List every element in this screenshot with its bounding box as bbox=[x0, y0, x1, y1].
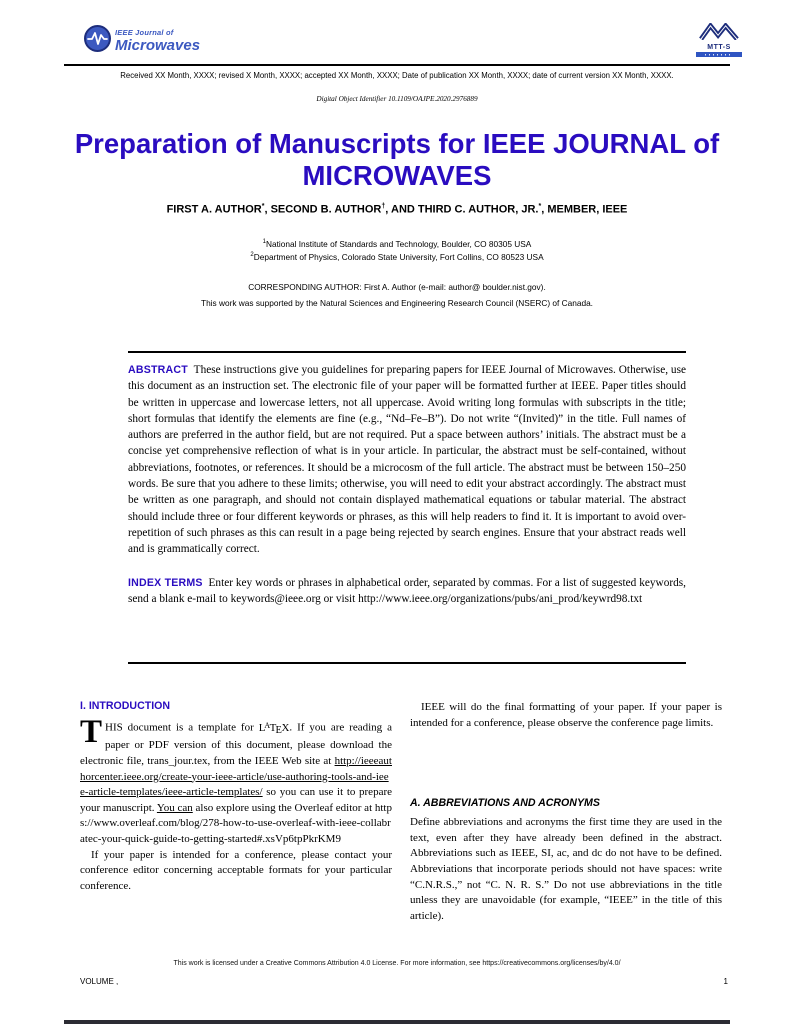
affiliation-2 bbox=[0, 250, 794, 263]
right-paragraph-1: IEEE will do the final formatting of your paper. If your paper is intended for a conference, please observe the conference page limits. bbox=[410, 701, 722, 729]
right-column bbox=[410, 700, 722, 924]
license-line: This work is licensed under a Creative Commons Attribution 4.0 License. For more information, see https://creativecommons.org/licenses/by/4.0/ bbox=[173, 960, 621, 967]
society-logo-name: MTT-S bbox=[707, 44, 731, 51]
overleaf-link-lead[interactable]: You can bbox=[156, 801, 193, 814]
index-terms-label: INDEX TERMS bbox=[128, 576, 203, 589]
author-2: SECOND B. AUTHOR bbox=[270, 203, 382, 216]
funding-note: This work was supported by the Natural Sciences and Engineering Research Council (NSERC) of Canada. bbox=[201, 298, 593, 308]
abstract-block bbox=[128, 362, 686, 607]
journal-logo bbox=[84, 25, 200, 57]
footer-volume: VOLUME , bbox=[80, 977, 119, 986]
intro-paragraph bbox=[80, 714, 392, 848]
paper-title: Preparation of Manuscripts for IEEE JOURNAL of MICROWAVES bbox=[74, 128, 720, 191]
society-logo bbox=[696, 23, 742, 57]
mtts-m-icon bbox=[698, 27, 740, 44]
next-page-edge-rule bbox=[64, 1020, 730, 1024]
template-download-link[interactable]: http://ieeeauthorcenter.ieee.org/create-your-ieee-article/use-authoring-tools-and-ieee-article-templates/ieee-article-templates/ bbox=[80, 754, 392, 799]
footer-page-number: 1 bbox=[723, 977, 728, 986]
overleaf-link[interactable]: https://www.overleaf.com/blog/278-how-to-use-overleaf-with-ieee-collabratec-your-quick-guide-to-getting-started#.xsVp6tpPkrKM9 bbox=[80, 801, 392, 845]
intro-text: also explore using the Overleaf editor at bbox=[192, 801, 375, 814]
author-3: THIRD C. AUTHOR, JR. bbox=[417, 203, 539, 216]
author-tail: , MEMBER, IEEE bbox=[541, 203, 628, 216]
abstract-label: ABSTRACT bbox=[128, 364, 188, 376]
author-1: FIRST A. AUTHOR bbox=[166, 203, 262, 216]
author-2-marker: † bbox=[381, 203, 386, 210]
affiliation-2-marker: 2 bbox=[250, 251, 254, 258]
doi-line: Digital Object Identifier 10.1109/OAJPE.2020.2976889 bbox=[316, 95, 478, 103]
affiliation-2-text: Department of Physics, Colorado State University, Fort Collins, CO 80523 USA bbox=[253, 251, 544, 262]
section-heading-introduction: I. INTRODUCTION bbox=[80, 700, 171, 712]
abstract-rule-bottom bbox=[128, 662, 686, 664]
body-columns bbox=[80, 700, 722, 924]
intro-paragraph-2: If your paper is intended for a conference, please contact your conference editor concerning acceptable formats for your particular conference. bbox=[80, 848, 392, 892]
corresponding-author: CORRESPONDING AUTHOR: First A. Author (e-mail: author@ boulder.nist.gov). bbox=[248, 282, 546, 292]
abstract-paragraph bbox=[128, 362, 686, 558]
author-separator: , bbox=[264, 203, 271, 216]
abstract-text: These instructions give you guidelines for preparing papers for IEEE Journal of Microwaves. Otherwise, use this document as an instruction set. The electronic file of your paper will be formatted further at IEEE. Paper titles should be written in uppercase and lowercase letters, not all uppercase. Avoid writing long formulas with subscripts in the title; short formulas that identify the elements are fine (e.g., “Nd–Fe–B”). Do not write “(Invited)” in the title. Full names of authors are preferred in the author field, but are not required. Put a space between authors’ initials. The abstract must be a concise yet comprehensive reflection of what is in your article. In particular, the abstract must be self-contained, without abbreviations, footnotes, or references. It should be a microcosm of the full article. The abstract must be between 150–250 words. Be sure that you adhere to these limits; otherwise, you will need to edit your abstract accordingly. The abstract must be written as one paragraph, and should not contain displayed mathematical equations or tabular material. The abstract should include three or four different keywords or phrases, as this will help readers to find it. It is important to avoid over-repetition of such phrases as this can result in a page being rejected by search engines. Ensure that your abstract reads well and is grammatically correct. bbox=[128, 364, 686, 556]
affiliation-1-text: National Institute of Standards and Technology, Boulder, CO 80305 USA bbox=[265, 238, 532, 249]
author-line bbox=[127, 199, 667, 218]
author-3-marker: * bbox=[538, 203, 542, 210]
header-rule bbox=[64, 64, 730, 66]
received-dates: Received XX Month, XXXX; revised X Month, XXXX; accepted XX Month, XXXX; Date of publication XX Month, XXXX; date of current version XX Month, XXXX. bbox=[120, 71, 674, 80]
abstract-rule-top bbox=[128, 351, 686, 353]
intro-text: so you can use it to prepare your manuscript. bbox=[80, 786, 392, 814]
index-terms-text: Enter key words or phrases in alphabetical order, separated by commas. For a list of suggested keywords, send a blank e-mail to keywords@ieee.org or visit http://www.ieee.org/organizations/pubs/ani_prod/keywrd98.txt bbox=[128, 576, 686, 605]
waveform-circle-icon bbox=[84, 25, 111, 57]
affiliation-1 bbox=[0, 237, 794, 250]
journal-logo-line2: Microwaves bbox=[115, 36, 201, 54]
subsection-heading-abbreviations: A. ABBREVIATIONS AND ACRONYMS bbox=[410, 797, 600, 810]
author-1-marker: * bbox=[261, 203, 265, 210]
author-separator: , AND bbox=[385, 203, 418, 216]
society-logo-banner bbox=[696, 52, 742, 57]
drop-cap: T bbox=[80, 714, 103, 750]
affiliation-1-marker: 1 bbox=[262, 239, 266, 245]
intro-text: . If you are reading a paper or PDF version of this document, please download the electronic file, trans_jour.tex, from the IEEE Web site at bbox=[80, 721, 392, 767]
affiliations bbox=[0, 237, 794, 263]
journal-logo-line1: IEEE Journal of bbox=[115, 28, 174, 38]
left-column bbox=[80, 700, 392, 924]
latex-logo: $L^ATEX$ bbox=[258, 721, 290, 736]
index-terms-paragraph bbox=[128, 575, 686, 608]
intro-text: HIS document is a template for bbox=[105, 721, 259, 734]
right-paragraph-2: Define abbreviations and acronyms the first time they are used in the text, even after they have already been defined in the abstract. Abbreviations such as IEEE, SI, ac, and dc do not have to be defined. Abbreviations that incorporate periods should not have spaces: write “C.N.R.S.,” not “C. N. R. S.” Do not use abbreviations in the title unless they are unavoidable (for example, “IEEE” in the title of this article). bbox=[410, 816, 722, 922]
